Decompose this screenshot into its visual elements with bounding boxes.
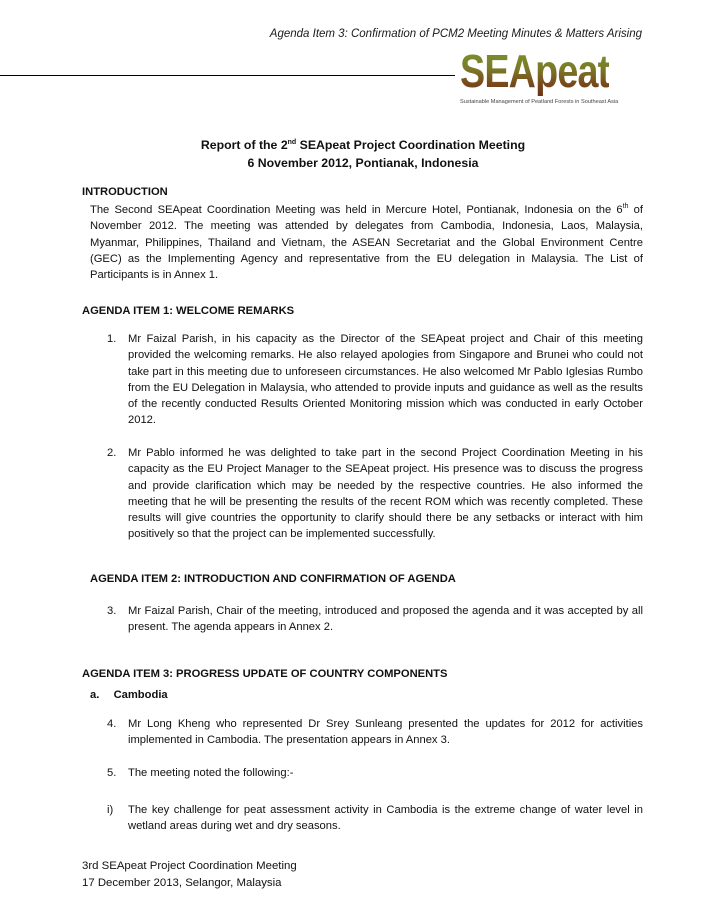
list-text: Mr Faizal Parish, Chair of the meeting, introduced and proposed the agenda and it was accepted by all present. The agenda appears in Annex 2. — [128, 605, 643, 634]
list-item-5 — [107, 765, 643, 783]
subsection-cambodia — [90, 689, 168, 701]
list-item-2 — [107, 445, 643, 560]
list-item-3 — [107, 603, 643, 637]
list-number: 5. — [107, 767, 117, 779]
note-item-i — [107, 802, 643, 836]
note-text: The key challenge for peat assessment activity in Cambodia is the extreme change of water level in wetland areas during wet and dry seasons. — [128, 804, 643, 833]
logo-wordmark: SEApeat — [460, 45, 610, 97]
introduction-heading: INTRODUCTION — [82, 186, 168, 198]
agenda-item-2-heading: AGENDA ITEM 2: INTRODUCTION AND CONFIRMATION OF AGENDA — [90, 573, 456, 585]
logo-tagline: Sustainable Management of Peatland Forests in Southeast Asia — [460, 99, 619, 105]
report-title — [0, 136, 726, 172]
subsection-letter: a. — [90, 689, 100, 701]
footer-line-1: 3rd SEApeat Project Coordination Meeting — [82, 860, 297, 872]
seapeat-logo — [458, 42, 648, 112]
note-marker: i) — [107, 804, 114, 816]
agenda-item-1-heading: AGENDA ITEM 1: WELCOME REMARKS — [82, 305, 295, 317]
introduction-paragraph: The Second SEApeat Coordination Meeting was held in Mercure Hotel, Pontianak, Indonesia on the 6th of November 2012. The meeting was attended by delegates from Cambodia, Indonesia, Laos, Malaysia, Myanmar, Philippines, Thailand and Vietnam, the ASEAN Secretariat and the Global Environment Centre (GEC) as the Implementing Agency and representative from the EU delegation in Malaysia. The List of Participants is in Annex 1. — [90, 203, 643, 282]
list-number: 2. — [107, 447, 117, 459]
list-text: Mr Long Kheng who represented Dr Srey Sunleang presented the updates for 2012 for activities implemented in Cambodia. The presentation appears in Annex 3. — [128, 718, 643, 747]
title-line-2: 6 November 2012, Pontianak, Indonesia — [247, 156, 479, 170]
list-item-4 — [107, 716, 643, 750]
list-text: The meeting noted the following:- — [128, 767, 294, 779]
list-text: Mr Pablo informed he was delighted to take part in the second Project Coordination Meeting in his capacity as the EU Project Manager to the SEApeat project. His presence was to discuss the progress and provide clarification which may be needed by the respective countries. He also informed the meeting that he will be presenting the results of the recent ROM which was recently completed. These results will give countries the opportunity to clarify should there be any setbacks or interact with him positively so that the project can be implemented successfully. — [128, 447, 643, 541]
footer-line-2: 17 December 2013, Selangor, Malaysia — [82, 877, 282, 889]
header-divider — [0, 75, 455, 76]
list-text: Mr Faizal Parish, in his capacity as the Director of the SEApeat project and Chair of this meeting provided the welcoming remarks. He also relayed apologies from Singapore and Brunei who could not take part in this meeting due to unforeseen circumstances. He also welcomed Mr Pablo Iglesias Rumbo from the EU Delegation in Malaysia, who attended to provide inputs and guidance as well as the results of the recently conducted Results Oriented Monitoring mission which was conducted in early October 2012. — [128, 333, 643, 427]
list-item-1 — [107, 331, 643, 431]
subsection-title: Cambodia — [113, 689, 168, 701]
page-footer — [82, 858, 297, 892]
list-number: 4. — [107, 718, 117, 730]
title-line-1: Report of the 2nd SEApeat Project Coordination Meeting — [200, 138, 526, 152]
agenda-item-3-heading: AGENDA ITEM 3: PROGRESS UPDATE OF COUNTRY COMPONENTS — [82, 668, 448, 680]
running-header: Agenda Item 3: Confirmation of PCM2 Meeting Minutes & Matters Arising — [269, 28, 642, 40]
list-number: 1. — [107, 333, 117, 345]
list-number: 3. — [107, 605, 117, 617]
